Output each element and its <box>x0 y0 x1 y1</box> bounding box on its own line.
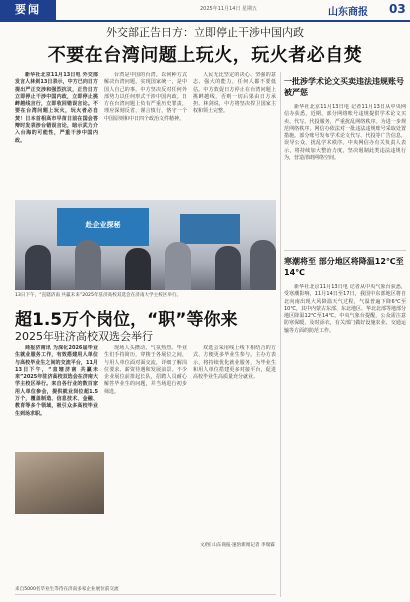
job-fair-banner: 赴企业探秘 <box>57 208 149 246</box>
article2-subtitle: 2025年驻济高校双选会举行 <box>15 330 153 343</box>
article2-title: 超1.5万个岗位，“职”等你来 <box>15 310 238 330</box>
page-number: 03 <box>389 2 406 16</box>
lead-headline: 不要在台湾问题上玩火，玩火者必自焚 <box>47 45 363 66</box>
sidebar-story2-title <box>284 256 406 278</box>
sidebar-story2-text: 新华社北京11月13日电 记者从中央气象台获悉，受寒潮影响，11月14日至17日，我国中东部地区将自北向南出现大风降温天气过程，气温普遍下降6℃至10℃，其中内蒙古东部、东北地区、华北北部等地部分地区降温12℃至14℃。中央气象台提醒，公众需注意防寒保暖，及时添衣，有关部门做好设施农业、交通运输等方面的防范工作。 <box>284 284 406 334</box>
article2-column-3-text: 双选会采用线上线下相结合的方式，方便更多毕业生参与。主办方表示，将持续优化就业服务，为毕业生和用人单位搭建更多对接平台，促进高校毕业生高质量充分就业。 <box>193 345 276 381</box>
crowd-figure <box>215 246 241 290</box>
sidebar-divider <box>284 250 406 251</box>
section-label: 要闻 <box>0 0 56 20</box>
article2-column-1-text: 商报济南讯 为深化2026届毕业生就业服务工作，有效搭建用人单位与高校毕业生之间的交流平台，11月13日下午，“直辖济南 共赢未来”2025年驻济高校双选会在济南大学主校区举行。来自各行业的数百家用人单位参会，提供就业岗位超1.5万个，覆盖制造、信息技术、金融、教育等多个领域，吸引众多高校毕业生到场求职。 <box>15 345 98 417</box>
photo2-caption: 来自5000名毕业生等待在济南多家企业展位前交流 <box>15 587 119 592</box>
footer-rule <box>15 594 276 595</box>
article2-credit: 文/图 山东商报·速豹新闻记者 李瑞霖 <box>200 543 275 548</box>
lead-column-3 <box>193 72 276 192</box>
sidebar-story2-body <box>284 284 406 584</box>
photo-caption: 13日下午，“直辖济南 共赢未来”2025年驻济高校双选会在济南大学主校区举行。 <box>15 293 182 298</box>
crowd-figure <box>25 245 51 290</box>
issue-meta: 2025年11月14日 星期五 <box>200 6 258 12</box>
sidebar-story1-text: 新华社北京11月13日电 记者11月13日从中央网信办获悉，近期，部分网络账号违规提供学术论文买卖、代写、代投服务，严重扰乱网络秩序。为进一步规范网络秩序，网信办依法对一批违法违规账号采取处置措施。部分账号发布学术论文代写、代投等广告信息，误导公众，扰乱学术秩序。中央网信办有关负责人表示，将持续加大整治力度，坚决遏制此类违法违规行为，营造清朗网络空间。 <box>284 104 406 162</box>
article2-column-2 <box>104 345 187 520</box>
job-fair-photo <box>15 200 276 290</box>
lead-column-3-text: 人民无比坚定的决心、坚强的意志、强大的能力，任何人都不要低估。中方敦促日方停止在台湾问题上挑衅越线，否则一切后果由日方承担。林剑说，中方将坚决捍卫国家主权和领土完整。 <box>193 72 276 115</box>
interview-photo <box>15 452 104 514</box>
newspaper-brand: 山东商报 <box>328 7 368 18</box>
article2-column-3 <box>193 345 276 535</box>
lead-column-1-text: 新华社北京11月13日电 外交部发言人林剑13日表示，中方已向日方提出严正交涉和强烈抗议，正告日方立即停止干涉中国内政，立即停止挑衅越线言行，立即收回错误言论。不要在台湾问题上玩火，玩火者必自焚！日本首相高市早苗日前在国会答辩时发表涉台错误言论，暗示武力介入台海的可能性，严重干涉中国内政。 <box>15 72 98 144</box>
crowd-figure <box>75 240 101 290</box>
article2-column-2-text: 现场人头攒动，气氛热烈。毕业生们手持简历，穿梭于各展位之间，与用人单位面对面交流，详细了解岗位要求、薪资待遇和发展前景。不少企业展位前排起长队，招聘人员耐心解答毕业生的问题，并当场进行初步筛选。 <box>104 345 187 395</box>
crowd-figure <box>165 242 191 290</box>
crowd-figure <box>250 240 276 290</box>
sidebar-story1-title-text: 一批涉学术论文买卖违法违规账号被严惩 <box>284 77 404 97</box>
lead-column-2-text: 台湾是中国的台湾。以何种方式解决台湾问题，实现国家统一，是中国人自己的事。中方坚决反对任何外部势力以任何形式干涉中国内政。日方在台湾问题上负有严重历史罪责，理应深刻反省，谨言慎行，恪守一个中国原则和中日四个政治文件精神。 <box>104 72 187 122</box>
header-rule <box>0 20 410 22</box>
lead-kicker: 外交部正告日方：立即停止干涉中国内政 <box>106 26 304 39</box>
lead-column-2 <box>104 72 187 192</box>
sidebar-story1-body <box>284 104 406 246</box>
crowd-figure <box>125 248 151 290</box>
sidebar-story2-title-text: 寒潮将至 部分地区将降温12℃至14℃ <box>284 257 404 277</box>
masthead <box>0 0 410 20</box>
column-divider <box>280 72 281 597</box>
article2-column-1 <box>15 345 98 449</box>
booth-banner <box>180 214 240 244</box>
sidebar-story1-title <box>284 76 406 98</box>
lead-column-1 <box>15 72 98 192</box>
